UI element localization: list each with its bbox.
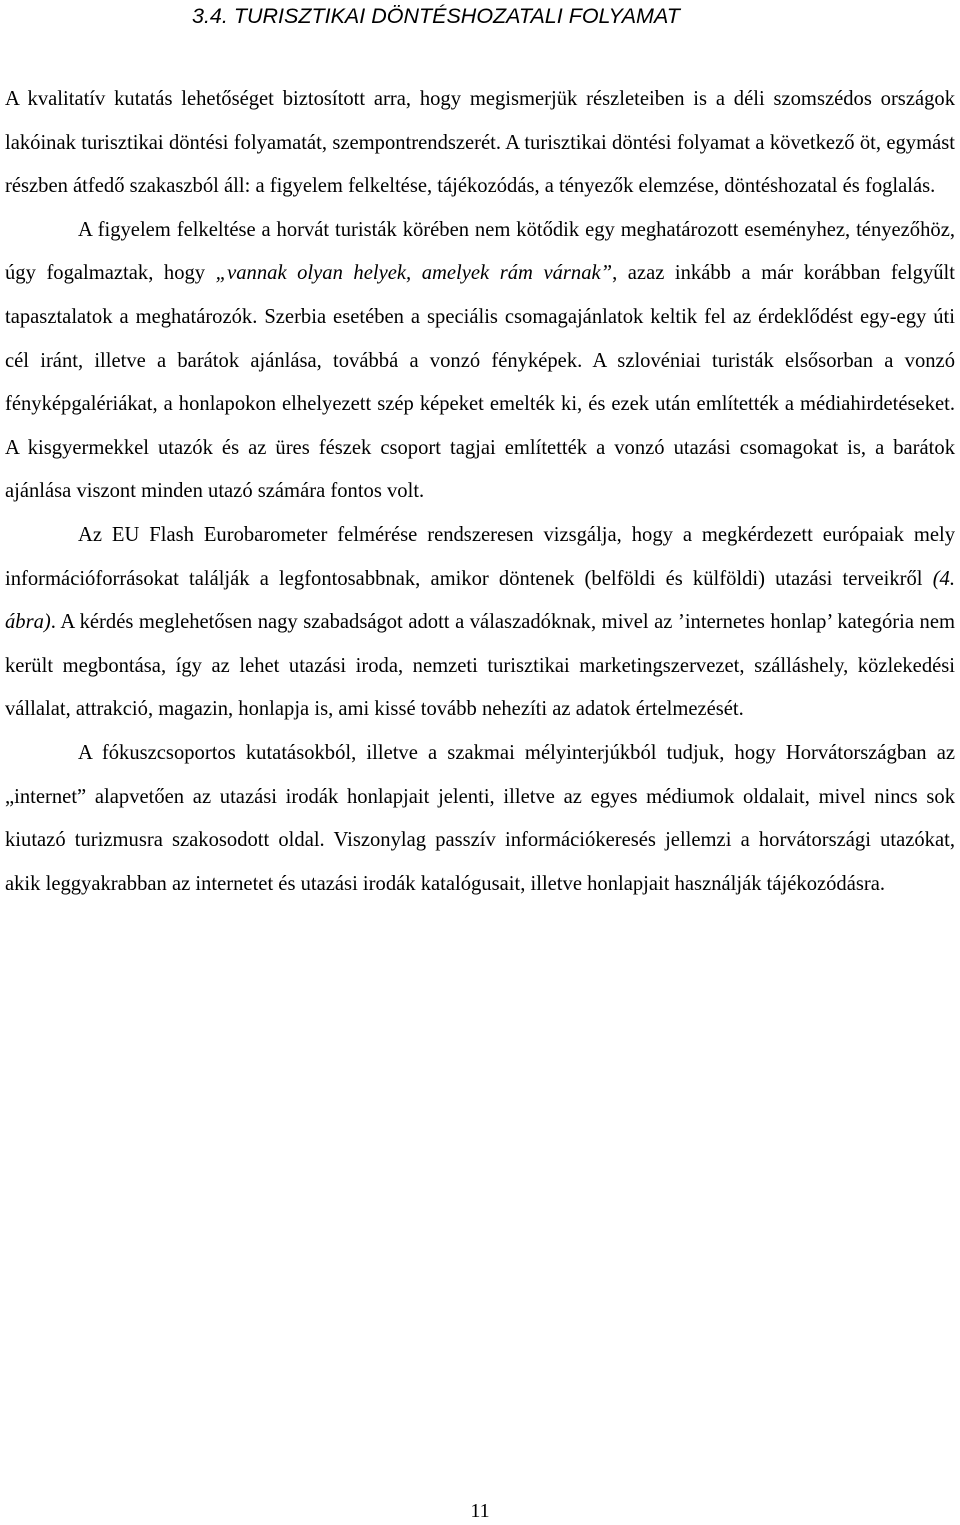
paragraph-4 [5, 732, 955, 906]
paragraph-2-quote: „vannak olyan helyek, amelyek rám várnak” [215, 262, 613, 285]
body-text [5, 78, 955, 906]
paragraph-3-text-start: Az EU Flash Eurobarometer felmérése rendszeresen vizsgálja, hogy a megkérdezett európaiak mely információforrásokat találják a legfontosabbnak, amikor döntenek (belföldi és külföldi) utazási terveikről [5, 523, 955, 590]
paragraph-2-text-end: , azaz inkább a már korábban felgyűlt tapasztalatok a meghatározók. Szerbia esetében a speciális csomagajánlatok keltik fel az érdeklődést egy-egy úti cél iránt, illetve a barátok ajánlása, továbbá a vonzó fényképek. A szlovéniai turisták elsősorban a vonzó fényképgalériákat, a honlapokon elhelyezett szép képeket emelték ki, és ezek után említették a médiahirdetéseket. A kisgyermekkel utazók és az üres fészek csoport tagjai említették a vonzó utazási csomagokat is, a barátok ajánlása viszont minden utazó számára fontos volt. [5, 262, 955, 503]
paragraph-2-text-start: A figyelem felkeltése a horvát turisták körében nem kötődik egy meghatározott eseményhez, tényezőhöz, úgy fogalmaztak, hogy [5, 218, 955, 285]
page-number: 11 [470, 1500, 490, 1522]
paragraph-4-text: A fókuszcsoportos kutatásokból, illetve a szakmai mélyinterjúkból tudjuk, hogy Horvátországban az „internet” alapvetően az utazási irodák honlapjait jelenti, illetve az egyes médiumok oldalait, mivel nincs sok kiutazó turizmusra szakosodott oldal. Viszonylag passzív információkeresés jellemzi a horvátországi utazókat, akik leggyakrabban az internetet és utazási irodák katalógusait, illetve honlapjait használják tájékozódásra. [5, 741, 955, 895]
figure-reference: (4. ábra) [5, 567, 955, 634]
paragraph-1 [5, 78, 955, 209]
paragraph-3 [5, 514, 955, 732]
section-heading: 3.4. TURISZTIKAI DÖNTÉSHOZATALI FOLYAMAT [192, 4, 680, 28]
paragraph-2 [5, 209, 955, 514]
paragraph-3-text-end: . A kérdés meglehetősen nagy szabadságot adott a válaszadóknak, mivel az ’internetes honlap’ kategória nem került megbontása, így az lehet utazási iroda, nemzeti turisztikai marketingszervezet, szálláshely, közlekedési vállalat, attrakció, magazin, honlapja is, ami kissé tovább nehezíti az adatok értelmezését. [5, 611, 955, 721]
paragraph-1-text: A kvalitatív kutatás lehetőséget biztosított arra, hogy megismerjük részleteiben is a déli szomszédos országok lakóinak turisztikai döntési folyamatát, szempontrendszerét. A turisztikai döntési folyamat a következő öt, egymást részben átfedő szakaszból áll: a figyelem felkeltése, tájékozódás, a tényezők elemzése, döntéshozatal és foglalás. [5, 88, 955, 198]
